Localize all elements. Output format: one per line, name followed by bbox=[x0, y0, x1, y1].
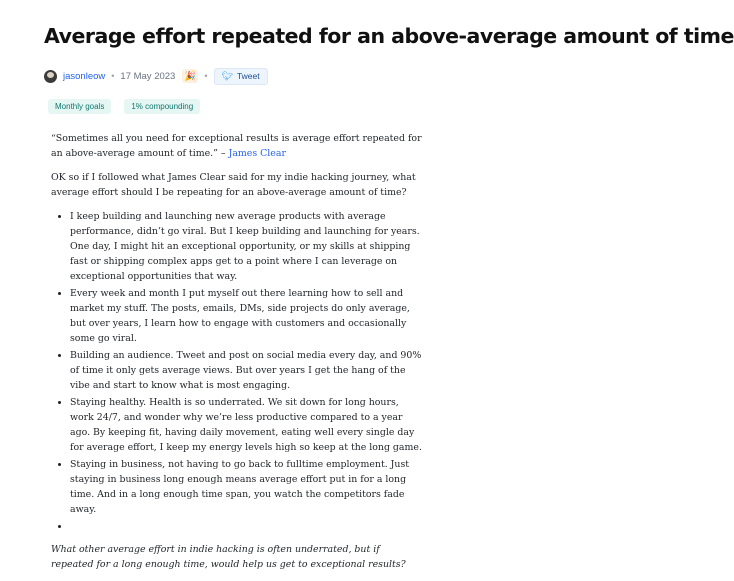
quote-paragraph bbox=[51, 131, 423, 161]
list-item: • Building an audience. Tweet and post on social media every day, and 90% of time it only gets average views. But over years I get the hang of the vibe and start to know what is most engaging. bbox=[70, 348, 423, 393]
quote-text: “Sometimes all you need for exceptional results is average effort repeated for an above-average amount of time.” – bbox=[51, 133, 422, 159]
tweet-label: Tweet bbox=[236, 71, 260, 81]
quote-author-link[interactable]: James Clear bbox=[228, 148, 286, 159]
list-item-empty bbox=[70, 519, 423, 534]
twitter-bird-icon: 🐦︎ bbox=[221, 70, 233, 81]
intro-paragraph: OK so if I followed what James Clear said for my indie hacking journey, what average effort should I be repeating for an above-average amount of time? bbox=[51, 172, 416, 198]
closing-question: What other average effort in indie hacking is often underrated, but if repeated for a long enough time, would help us get to exceptional results? bbox=[51, 544, 406, 570]
author-link[interactable]: jasonleow bbox=[63, 70, 106, 82]
tag-list bbox=[48, 99, 200, 114]
list-item: • I keep building and launching new average products with average performance, didn’t go viral. But I keep building and launching for years. One day, I might hit an exceptional opportunity, or my skills at shipping fast or shipping complex apps get to a point where I can leverage on exceptional opportunities that way. bbox=[70, 209, 423, 284]
list-item: • Every week and month I put myself out there learning how to sell and market my stuff. The posts, emails, DMs, side projects do only average, but over years, I learn how to engage with customers and occasionally some go viral. bbox=[70, 286, 423, 346]
effort-list bbox=[51, 209, 423, 534]
post-date: 17 May 2023 bbox=[120, 70, 176, 82]
reaction-emoji-icon[interactable]: 🎉 bbox=[182, 69, 198, 83]
list-item: • Staying healthy. Health is so underrated. We sit down for long hours, work 24/7, and wonder why we’re less productive compared to a year ago. By keeping fit, having daily movement, eating well every single day for average effort, I keep my energy levels high so keep at the long game. bbox=[70, 395, 423, 455]
post-body bbox=[51, 131, 423, 581]
meta-separator: • bbox=[204, 71, 208, 81]
tag-monthly-goals[interactable]: Monthly goals bbox=[48, 99, 111, 114]
list-item: • Staying in business, not having to go back to fulltime employment. Just staying in business long enough means average effort put in for a long time. And in a long enough time span, you watch the competitors fade away. bbox=[70, 457, 423, 517]
tag-compounding[interactable]: 1% compounding bbox=[124, 99, 200, 114]
tweet-button[interactable] bbox=[214, 68, 268, 85]
post-title: Average effort repeated for an above-average amount of time bbox=[44, 24, 734, 48]
post-meta bbox=[44, 67, 268, 85]
meta-separator: • bbox=[111, 71, 115, 81]
author-avatar[interactable] bbox=[44, 70, 57, 83]
